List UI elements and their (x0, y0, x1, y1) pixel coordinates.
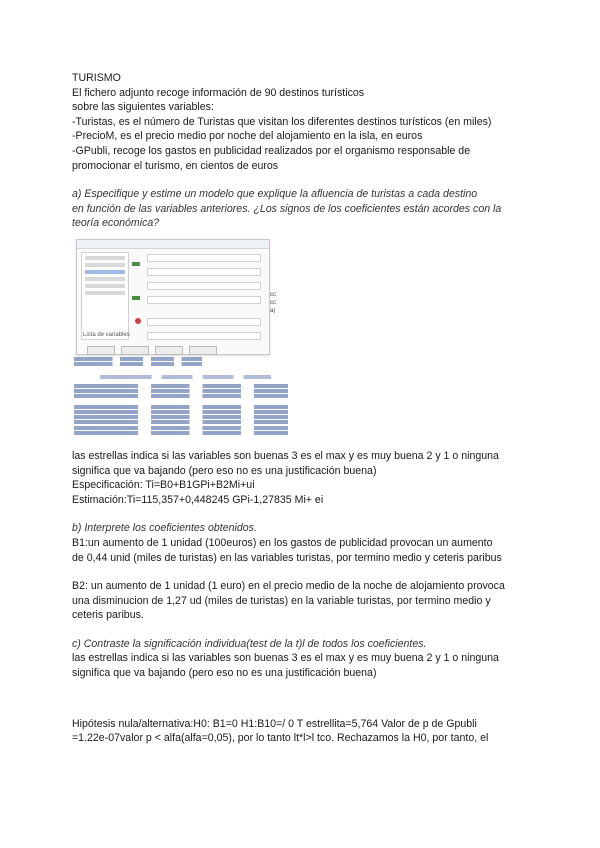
intro-line: sobre las siguientes variables: (72, 101, 214, 114)
question-a: a) Especifique y estime un modelo que explique la afluencia de turistas a cada destino (72, 188, 478, 201)
answer-a-line: significa que va bajando (pero eso no es una justificación buena) (72, 464, 377, 477)
question-a: en función de las variables anteriores. ¿Los signos de los coeficientes están acordes con la (72, 202, 502, 215)
specification-line: Especificación: Ti=B0+B1GPi+B2Mi+ui (72, 479, 255, 492)
arrow-icon (132, 262, 140, 266)
question-c: c) Contraste la significación individua(test de la t)l de todos los coeficientes. (72, 637, 427, 650)
intro-line: -GPubli, recoge los gastos en publicidad realizados por el organismo responsable de (72, 144, 471, 157)
estimation-line: Estimación:Ti=115,357+0,448245 GPi-1,27835 Mi+ ei (72, 493, 324, 506)
answer-b1-line: B1:un aumento de 1 unidad (100euros) en los gastos de publicidad provocan un aumento (72, 536, 493, 549)
variable-list-image (81, 252, 129, 340)
intro-line: El fichero adjunto recoge información de 90 destinos turísticos (72, 86, 365, 99)
model-dialog-image (76, 239, 270, 355)
intro-line: promocionar el turismo, en cientos de euros (72, 159, 279, 172)
arrow-icon (132, 296, 140, 300)
regression-output-image (74, 356, 288, 436)
answer-b2-line: ceteris paribus. (72, 609, 144, 622)
document-page (72, 71, 532, 746)
answer-b2-line: una disminucion de 1,27 ud (miles de turistas) en la variable turistas, por termino medio y (72, 594, 491, 607)
intro-line: -Turistas, es el número de Turistas que visitan los diferentes destinos turísticos (en miles) (72, 115, 492, 128)
figure-caption: Lista de variables (83, 331, 130, 338)
hypothesis-line: =1.22e-07valor p < alfa(alfa=0,05), por lo tanto lt*l>l tco. Rechazamos la H0, por tanto, el (72, 732, 489, 745)
answer-b2-line: B2: un aumento de 1 unidad (1 euro) en el precio medio de la noche de alojamiento provoca (72, 580, 505, 593)
answer-a-line: las estrellas indica si las variables son buenas 3 es el max y es muy buena 2 y 1 o ninguna (72, 449, 499, 462)
remove-icon (135, 318, 141, 324)
intro-line: -PrecioM, es el precio medio por noche del alojamiento en la isla, en euros (72, 130, 423, 143)
document-heading: TURISMO (72, 72, 121, 84)
answer-c-line: significa que va bajando (pero eso no es una justificación buena) (72, 667, 377, 680)
figure-side-text: cc cc a) (270, 291, 276, 314)
answer-b1-line: de 0,44 unid (miles de turistas) en las variables turistas, por termino medio y ceteris paribus (72, 551, 502, 564)
question-a: teoría económica? (72, 217, 160, 230)
answer-c-line: las estrellas indica si las variables son buenas 3 es el max y es muy buena 2 y 1 o ninguna (72, 652, 499, 665)
question-b: b) Interprete los coeficientes obtenidos. (72, 522, 257, 535)
hypothesis-line: Hipótesis nula/alternativa:H0: B1=0 H1:B10=/ 0 T estrellita=5,764 Valor de p de Gpubli (72, 717, 477, 730)
embedded-screenshot (72, 239, 292, 439)
